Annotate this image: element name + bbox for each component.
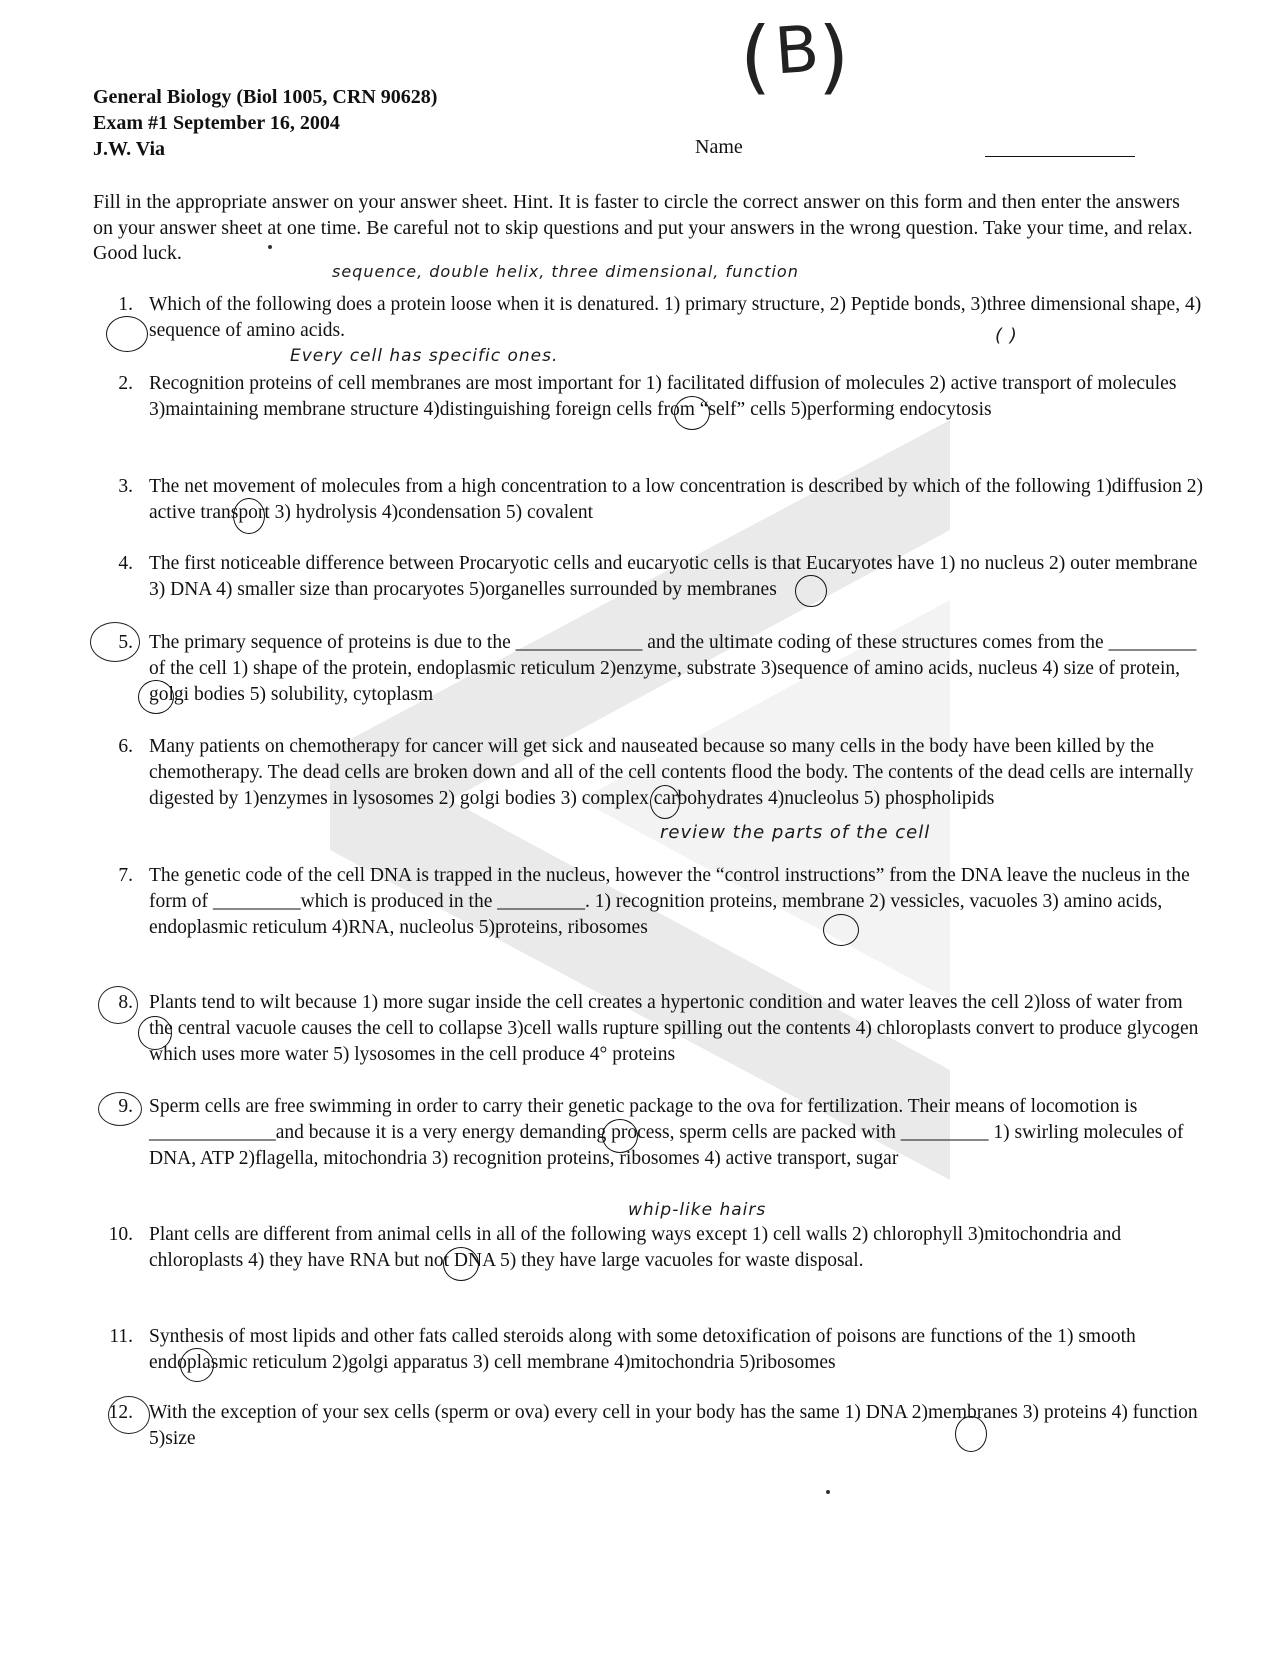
answer-circle-q8: [138, 1016, 172, 1050]
question-12: 12. With the exception of your sex cells (sperm or ova) every cell in your body has the same 1) DNA 2)membranes 3) proteins 4) function 5)size: [108, 1402, 1198, 1449]
question-2: 2. Recognition proteins of cell membranes are most important for 1) facilitated diffusion of molecules 2) active transport of molecules 3)maintaining membrane structure 4)distinguishing foreign cells from “self” cells 5)performing endocytosis: [118, 373, 1177, 420]
handwritten-mark-q1: ( ): [995, 325, 1018, 346]
exam-title: Exam #1 September 16, 2004: [93, 112, 340, 134]
handwritten-note-q6: review the parts of the cell: [660, 822, 931, 843]
exam-header: [93, 84, 437, 162]
answer-circle-q12: [955, 1416, 987, 1452]
stray-mark: [826, 1490, 830, 1494]
answer-circle-q10: [443, 1247, 479, 1281]
answer-circle-q3: [233, 498, 265, 534]
grade-mark: B: [772, 12, 822, 90]
answer-circle-q4: [795, 575, 827, 607]
grader-mark-q8: [98, 986, 138, 1024]
course-title: General Biology (Biol 1005, CRN 90628): [93, 86, 438, 108]
question-1: 1. Which of the following does a protein loose when it is denatured. 1) primary structure, 2) Peptide bonds, 3)three dimensional shape, 4) sequence of amino acids.: [118, 294, 1202, 341]
question-11: 11. Synthesis of most lipids and other fats called steroids along with some detoxification of poisons are functions of the 1) smooth endoplasmic reticulum 2)golgi apparatus 3) cell membrane 4)mitochondria 5)ribosomes: [109, 1326, 1136, 1373]
question-7: 7. The genetic code of the cell DNA is trapped in the nucleus, however the “control instructions” from the DNA leave the nucleus in the form of _________which is produced in the _________. 1) recognition proteins, membrane 2) vessicles, vacuoles 3) amino acids, endoplasmic reticulum 4)RNA, nucleolus 5)proteins, ribosomes: [118, 865, 1190, 938]
stray-mark: [268, 245, 272, 249]
question-9: 9. Sperm cells are free swimming in order to carry their genetic package to the ova for fertilization. Their means of locomotion is _____________and because it is a very energy demanding process, sperm cells are packed with _________ 1) swirling molecules of DNA, ATP 2)flagella, mitochondria 3) recognition proteins, ribosomes 4) active transport, sugar: [118, 1096, 1184, 1169]
handwritten-note-q1-bottom: Every cell has specific ones.: [290, 346, 559, 366]
question-8: 8. Plants tend to wilt because 1) more sugar inside the cell creates a hypertonic condition and water leaves the cell 2)loss of water from the central vacuole causes the cell to collapse 3)cell walls rupture spilling out the contents 4) chloroplasts convert to produce glycogen which uses more water 5) lysosomes in the cell produce 4° proteins: [118, 992, 1199, 1065]
handwritten-note-q1-top: sequence, double helix, three dimensional, function: [332, 262, 799, 281]
question-5: 5. The primary sequence of proteins is due to the _____________ and the ultimate coding of these structures comes from the _________ of the cell 1) shape of the protein, endoplasmic reticulum 2)enzyme, substrate 3)sequence of amino acids, nucleus 4) size of protein, golgi bodies 5) solubility, cytoplasm: [118, 632, 1197, 705]
answer-circle-q6: [650, 785, 680, 819]
handwritten-note-q9: whip-like hairs: [628, 1200, 767, 1220]
instructor-name: J.W. Via: [93, 138, 166, 160]
answer-circle-q2: [674, 396, 710, 430]
question-6: 6. Many patients on chemotherapy for cancer will get sick and nauseated because so many cells in the body have been killed by the chemotherapy. The dead cells are broken down and all of the cell contents flood the body. The contents of the dead cells are internally digested by 1)enzymes in lysosomes 2) golgi bodies 3) complex carbohydrates 4)nucleolus 5) phospholipids: [118, 736, 1194, 809]
name-label: Name: [695, 136, 743, 158]
grader-mark-q5: [90, 622, 140, 662]
question-3: 3. The net movement of molecules from a high concentration to a low concentration is described by which of the following 1)diffusion 2) active transport 3) hydrolysis 4)condensation 5) covalent: [118, 476, 1203, 523]
answer-circle-q7: [823, 914, 859, 946]
answer-circle-q9: [602, 1119, 638, 1153]
instructions: Fill in the appropriate answer on your answer sheet. Hint. It is faster to circle the correct answer on this form and then enter the answers on your answer sheet at one time. Be careful not to skip questions and put your answers in the wrong question. Take your time, and relax. Good luck.: [93, 191, 1193, 264]
answer-circle-q1: [106, 316, 148, 352]
grader-mark-q12: [108, 1396, 150, 1434]
grade-paren-right: ): [818, 10, 850, 103]
name-field-line: [985, 156, 1135, 157]
answer-circle-q5: [138, 680, 174, 714]
question-10: 10. Plant cells are different from animal cells in all of the following ways except 1) cell walls 2) chlorophyll 3)mitochondria and chloroplasts 4) they have RNA but not DNA 5) they have large vacuoles for waste disposal.: [108, 1224, 1122, 1271]
grade-paren-left: (: [740, 10, 772, 103]
answer-circle-q11: [180, 1348, 214, 1382]
question-4: 4. The first noticeable difference between Procaryotic cells and eucaryotic cells is that Eucaryotes have 1) no nucleus 2) outer membrane 3) DNA 4) smaller size than procaryotes 5)organelles surrounded by membranes: [118, 553, 1198, 600]
grader-mark-q9: [98, 1092, 142, 1126]
